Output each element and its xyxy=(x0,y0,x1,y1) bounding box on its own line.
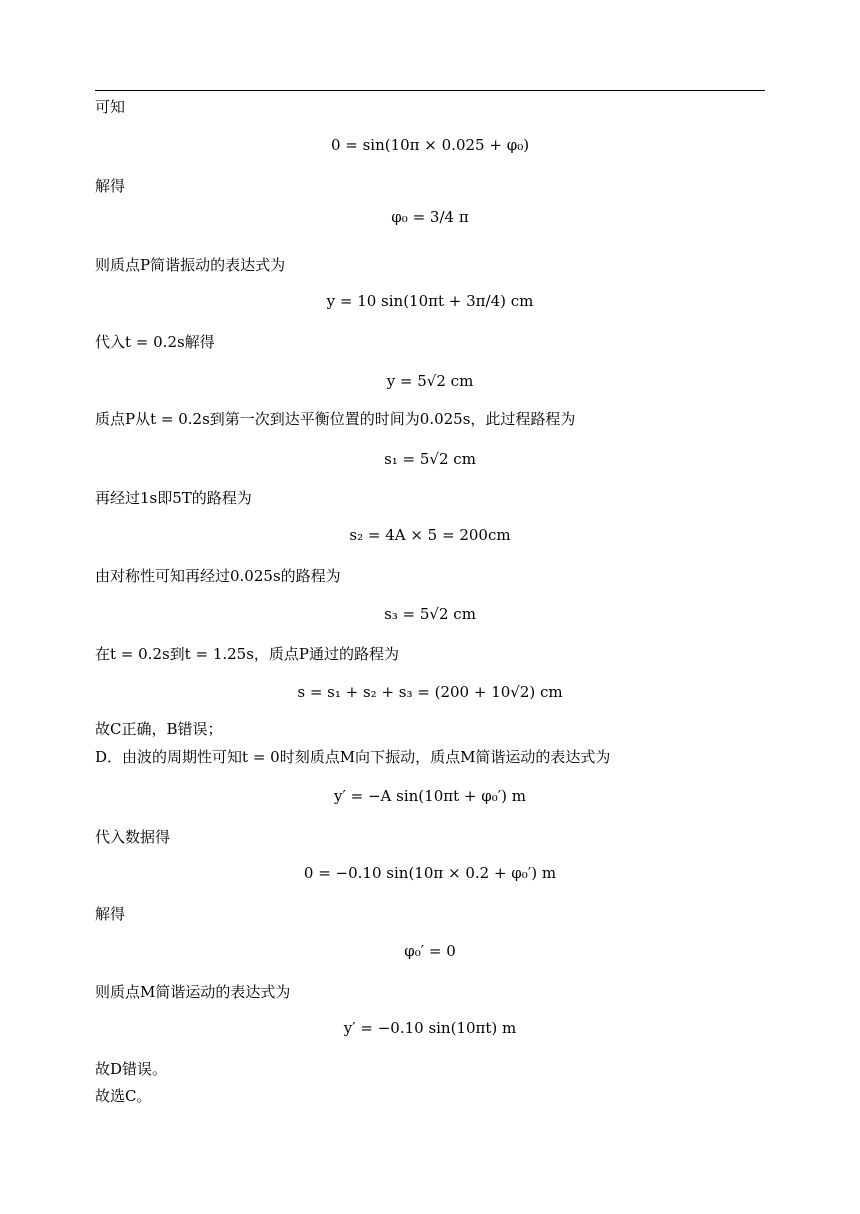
equation: s₃ = 5√2 cm xyxy=(384,605,476,623)
text-line: D．由波的周期性可知t = 0时刻质点M向下振动，质点M简谐运动的表达式为 xyxy=(95,748,611,766)
text-line: 由对称性可知再经过0.025s的路程为 xyxy=(95,567,341,585)
equation: φ₀ = 3/4 π xyxy=(391,208,469,226)
equation: 0 = sin(10π × 0.025 + φ₀) xyxy=(330,136,530,154)
text-line: 故C正确，B错误； xyxy=(95,720,223,738)
equation: φ₀′ = 0 xyxy=(404,942,456,960)
text-line: 故选C。 xyxy=(95,1087,152,1105)
text-line: 再经过1s即5T的路程为 xyxy=(95,489,252,507)
text-line: 解得 xyxy=(95,905,126,923)
text-line: 故D错误。 xyxy=(95,1060,168,1078)
equation: 0 = −0.10 sin(10π × 0.2 + φ₀′) m xyxy=(303,864,557,882)
text-line: 代入t = 0.2s解得 xyxy=(95,333,215,351)
equation: y = 5√2 cm xyxy=(386,372,474,390)
text-line: 代入数据得 xyxy=(95,828,171,846)
text-line: 解得 xyxy=(95,177,126,195)
text-line: 质点P从t = 0.2s到第一次到达平衡位置的时间为0.025s，此过程路程为 xyxy=(95,410,576,428)
equation: s = s₁ + s₂ + s₃ = (200 + 10√2) cm xyxy=(297,683,563,701)
header-rule xyxy=(95,90,765,91)
equation: s₁ = 5√2 cm xyxy=(384,450,476,468)
text-line: 则质点M简谐运动的表达式为 xyxy=(95,983,291,1001)
equation: s₂ = 4A × 5 = 200cm xyxy=(349,526,511,544)
text-line: 则质点P简谐振动的表达式为 xyxy=(95,256,286,274)
equation: y′ = −A sin(10πt + φ₀′) m xyxy=(333,787,526,805)
equation: y′ = −0.10 sin(10πt) m xyxy=(343,1019,517,1037)
text-line: 在t = 0.2s到t = 1.25s，质点P通过的路程为 xyxy=(95,645,400,663)
equation: y = 10 sin(10πt + 3π/4) cm xyxy=(326,292,534,310)
text-line: 可知 xyxy=(95,98,126,116)
